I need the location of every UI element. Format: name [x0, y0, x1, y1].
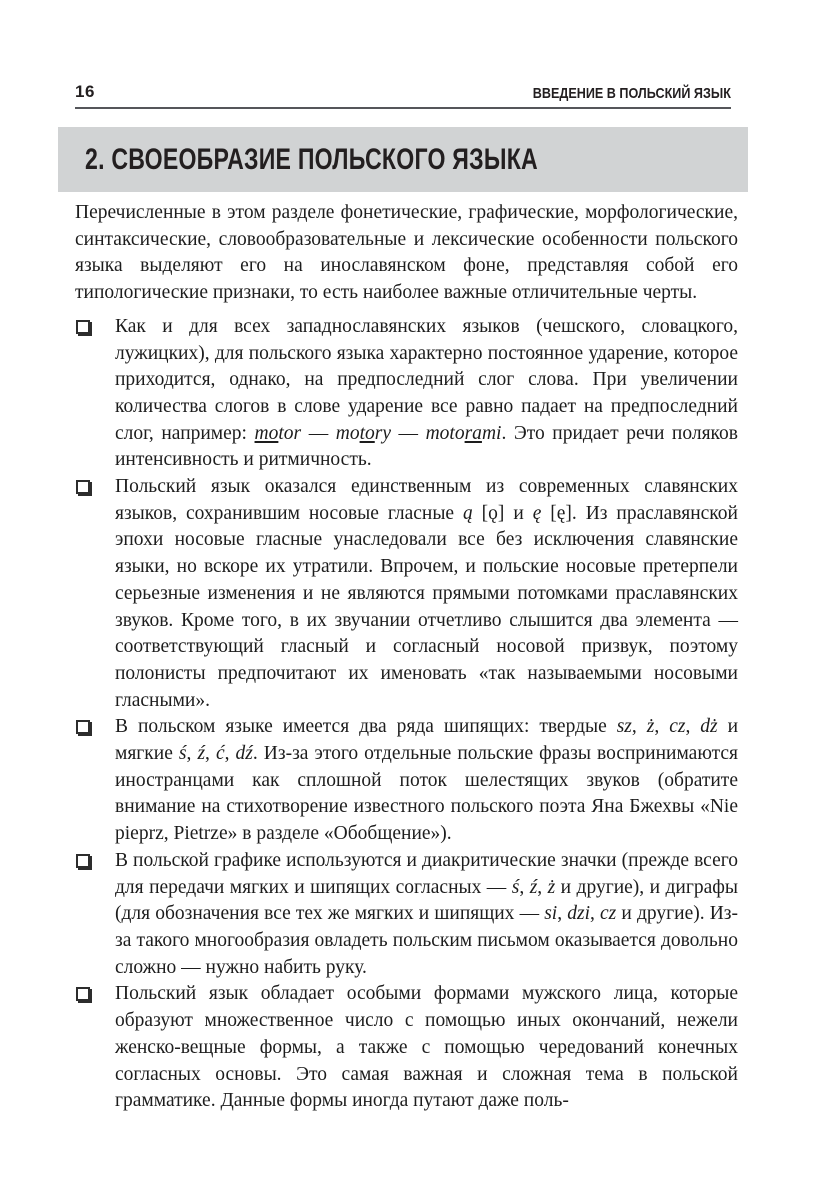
intro-paragraph: Перечисленные в этом разделе фонетические, графические, морфологические, синтаксические, словообразовательные и лексические особенности польского языка выделяют его на инославянском фоне, представляя собой его типологические признаки, то есть наиболее важные отличительные черты. — [75, 202, 738, 304]
list-item-text: Как и для всех западнославянских языков (чешского, словацкого, лужицких), для польского языка характерно постоянное ударение, которое приходится, однако, на предпоследний слог слова. При увеличении количества слогов в слове ударение все равно падает на предпоследний слог, например: motor — motory — motorami. Это придает речи поляков интенсивность и ритмичность. — [115, 315, 738, 471]
list-item — [75, 474, 738, 714]
bullet-list — [75, 314, 738, 1115]
list-item — [75, 714, 738, 848]
list-item — [75, 981, 738, 1115]
body-column — [75, 200, 738, 1115]
section-banner — [58, 127, 748, 192]
list-item-text: В польской графике используются и диакритические значки (прежде всего для передачи мягких и шипящих согласных — ś, ź, ż и другие), и диграфы (для обозначения все тех же мягких и шипящих — si, dzi, cz и другие). Из-за такого многообразия овладеть польским письмом оказывается довольно сложно — нужно набить руку. — [115, 849, 739, 978]
page-number: 16 — [75, 82, 95, 101]
square-bullet-icon — [76, 480, 90, 494]
list-item — [75, 848, 738, 982]
square-bullet-icon — [76, 720, 90, 734]
running-head: ВВЕДЕНИЕ В ПОЛЬСКИЙ ЯЗЫК — [532, 85, 731, 102]
square-bullet-icon — [76, 854, 90, 868]
list-item-text: В польском языке имеется два ряда шипящих: твердые sz, ż, cz, dż и мягкие ś, ź, ć, dź. Из-за этого отдельные польские фразы воспринимаются иностранцами как сплошной поток шелестящих звуков (обратите внимание на стихотворение известного польского поэта Яна Бжехвы «Nie pieprz, Pietrze» в разделе «Обобщение»). — [115, 716, 739, 845]
section-title: 2. СВОЕОБРАЗИЕ ПОЛЬСКОГО ЯЗЫКА — [85, 142, 538, 176]
list-item-text: Польский язык оказался единственным из современных славянских языков, сохранившим носовые гласные ą [ǫ] и ę [ę]. Из праславянской эпохи носовые гласные унаследовали все без исключения славянские языки, но вскоре их утратили. Впрочем, и польские носовые претерпели серьезные изменения и не являются прямыми потомками праславянских звуков. Кроме того, в их звучании отчетливо слышится два элемента — соответствующий гласный и согласный носовой призвук, поэтому полонисты предпочитают их именовать «так называемыми носовыми гласными». — [115, 476, 738, 711]
list-item-text: Польский язык обладает особыми формами мужского лица, которые образуют множественное число с помощью иных окончаний, нежели женско-вещные формы, а также с помощью чередований конечных согласных основы. Это самая важная и сложная тема в польской грамматике. Данные формы иногда путают даже поль- — [115, 983, 738, 1112]
square-bullet-icon — [76, 320, 90, 334]
page-header — [75, 82, 731, 109]
list-item — [75, 314, 738, 474]
square-bullet-icon — [76, 987, 90, 1001]
